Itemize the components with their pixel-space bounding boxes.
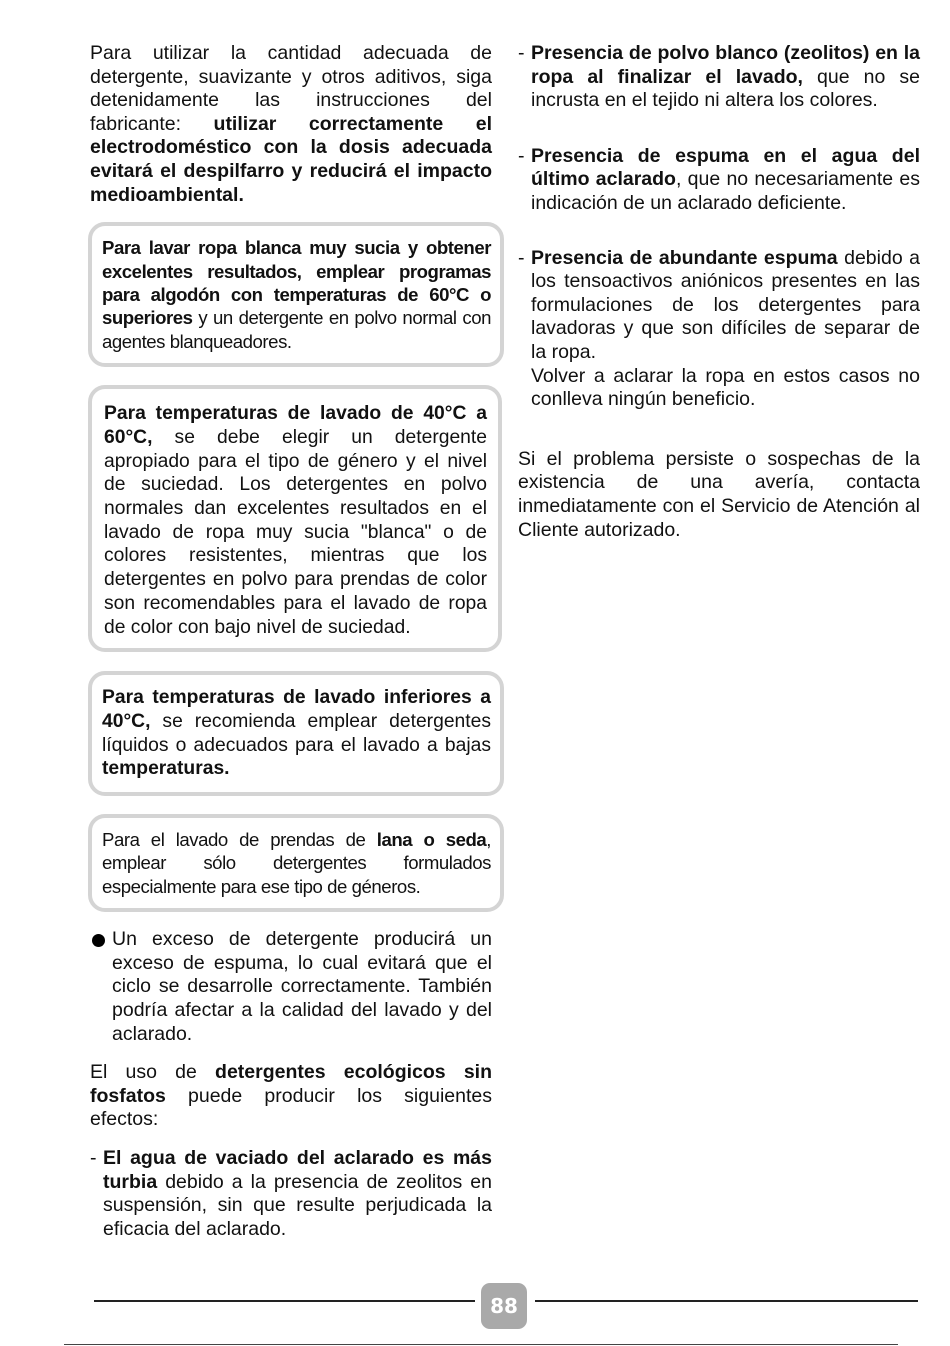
bullet-text: Un exceso de detergente producirá un exceso de espuma, lo cual evitará que el ciclo se desarrolle correctamente. También podría afectar a la calidad del lavado y del aclarado.	[112, 928, 492, 1045]
tip-box-wool-silk	[88, 814, 504, 912]
bullet-dot-icon	[92, 934, 105, 947]
tip-box-4-text-end: , emplear sólo detergentes formulados especialmente para ese tipo de géneros.	[102, 829, 492, 897]
effect-foam-last-rinse	[518, 145, 920, 216]
excess-detergent-bullet	[90, 928, 492, 1046]
tip-box-4-text: Para el lavado de prendas de	[102, 829, 377, 851]
effect-3-text	[531, 145, 920, 216]
effect-2-bold: Presencia de polvo blanco (zeolitos) en la ropa al finalizar el lavado,	[531, 42, 920, 88]
closing-paragraph	[518, 448, 920, 542]
tip-box-3-text: se recomienda emplear detergentes líquidos o adecuados para el lavado a bajas	[102, 710, 491, 756]
eco-detergents-paragraph	[90, 1061, 492, 1132]
effect-1-bold: El agua de vaciado del aclarado es más turbia	[103, 1147, 492, 1193]
eco-text-end: puede producir los siguientes efectos:	[90, 1084, 492, 1131]
effect-3-rest: , que no necesariamente es indicación de un aclarado deficiente.	[531, 168, 920, 214]
effect-4-text	[531, 247, 920, 412]
right-column	[518, 42, 920, 542]
effect-turbid-water	[90, 1147, 492, 1241]
left-column	[90, 42, 492, 1241]
footer-rule-left	[94, 1300, 475, 1302]
effect-4-bold: Presencia de abundante espuma	[531, 246, 838, 269]
intro-text: Para utilizar la cantidad adecuada de detergente, suavizante y otros aditivos, siga detenidamente las instrucciones del fabricante:	[90, 42, 492, 135]
dash-mark: -	[518, 246, 525, 269]
page-number-badge: 88	[481, 1283, 527, 1329]
eco-bold: detergentes ecológicos sin fosfatos	[90, 1061, 492, 1107]
intro-paragraph	[90, 42, 492, 207]
tip-box-below-40	[88, 671, 504, 796]
dash-mark: -	[518, 144, 525, 167]
effect-1-rest: debido a la presencia de zeolitos en suspensión, sin que resulte perjudicada la eficacia del aclarado.	[103, 1170, 492, 1240]
tip-box-2-text: se debe elegir un detergente apropiado para el tipo de género y el nivel de suciedad. Los detergentes en polvo normales dan excelentes resultados en el lavado de ropa muy sucia "blanca" o de colores resistentes, mientras que los detergentes en polvo para prendas de color son recomendables para el lavado de ropa de color con bajo nivel de suciedad.	[104, 426, 487, 638]
tip-box-white-laundry	[88, 222, 504, 367]
footer-rule-right	[535, 1300, 918, 1302]
effect-2-text	[531, 42, 920, 113]
dash-mark: -	[518, 42, 525, 64]
tip-box-3-bold: Para temperaturas de lavado inferiores a 40°C,	[102, 687, 491, 732]
effect-2-rest: que no se incrusta en el tejido ni altera los colores.	[531, 65, 920, 112]
eco-text: El uso de	[90, 1061, 216, 1084]
bottom-rule	[64, 1344, 898, 1345]
effect-4-rest: debido a los tensoactivos aniónicos presentes en las formulaciones de los detergentes para lavadoras y que son difíciles de separar de la ropa.	[531, 246, 920, 363]
tip-box-3-bold-end: temperaturas.	[102, 758, 230, 780]
tip-box-1-text: y un detergente en polvo normal con agentes blanqueadores.	[102, 307, 491, 352]
tip-box-2-bold: Para temperaturas de lavado de 40°C a 60°C,	[104, 403, 487, 448]
tip-box-4-bold: lana o seda	[376, 829, 487, 851]
effect-white-powder	[518, 42, 920, 113]
closing-text: Si el problema persiste o sospechas de la existencia de una avería, contacta inmediatamente con el Servicio de Atención al Cliente autorizado.	[518, 447, 920, 541]
dash-mark: -	[90, 1147, 97, 1169]
tip-box-1-bold: Para lavar ropa blanca muy sucia y obtener excelentes resultados, emplear programas para algodón con temperaturas de 60°C o superiores	[102, 237, 491, 329]
effect-1-text	[103, 1147, 492, 1241]
effect-abundant-foam	[518, 247, 920, 412]
effect-3-bold: Presencia de espuma en el agua del último aclarado	[531, 144, 920, 191]
tip-box-40-60	[88, 385, 502, 652]
effect-4-extra: Volver a aclarar la ropa en estos casos no conlleva ningún beneficio.	[531, 364, 920, 411]
intro-bold: utilizar correctamente el electrodoméstico con la dosis adecuada evitará el despilfarro y reducirá el impacto medioambiental.	[90, 112, 492, 206]
